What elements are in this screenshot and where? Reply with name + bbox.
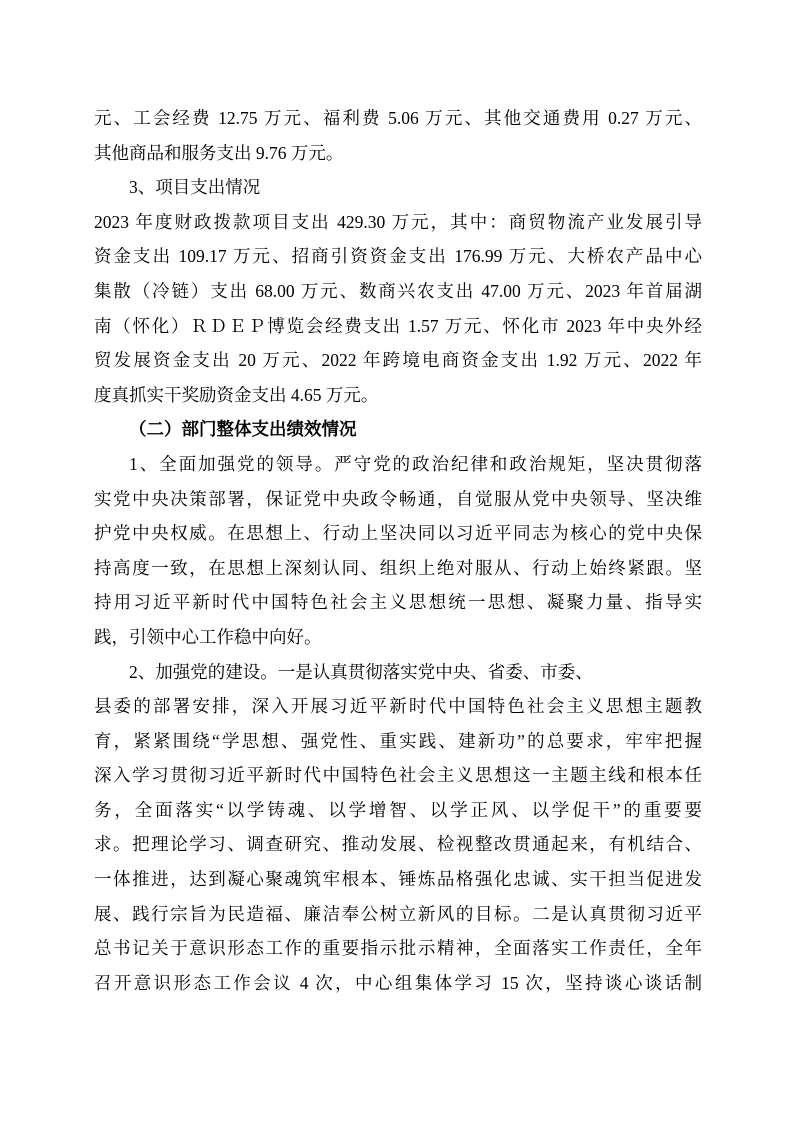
heading-project-expenditure-line-1: 3、项目支出情况 [129,177,261,198]
para-strengthen-party-building [94,655,702,1001]
para-strengthen-party-leadership-line-4: 持高度一致，在思想上深刻认同、组织上绝对服从、行动上始终紧跟。坚 [94,557,702,578]
para-strengthen-party-leadership-line-1: 1、全面加强党的领导。严守党的政治纪律和政治规矩，坚决贯彻落 [129,453,702,474]
para-strengthen-party-building-line-1: 2、加强党的建设。一是认真贯彻落实党中央、省委、市委、 [129,661,593,682]
para-daily-expenditure-continued-line-1: 元、工会经费 12.75 万元、福利费 5.06 万元、其他交通费用 0.27 万元、 [94,108,702,128]
para-strengthen-party-building-line-3: 育，紧紧围绕“学思想、强党性、重实践、建新功”的总要求，牢牢把握 [94,730,702,751]
para-strengthen-party-building-line-7: 一体推进，达到凝心聚魂筑牢根本、锤炼品格强化忠诚、实干担当促进发 [94,869,702,890]
para-strengthen-party-leadership-line-2: 实党中央决策部署，保证党中央政令畅通，自觉服从党中央领导、坚决维 [94,488,702,509]
para-strengthen-party-building-line-4: 深入学习贯彻习近平新时代中国特色社会主义思想这一主题主线和根本任 [94,765,702,786]
para-daily-expenditure-continued [94,101,702,170]
para-strengthen-party-building-line-6: 求。把理论学习、调查研究、推动发展、检视整改贯通起来，有机结合、 [94,834,702,855]
para-project-expenditure-detail-line-1: 2023 年度财政拨款项目支出 429.30 万元，其中：商贸物流产业发展引导 [94,211,702,232]
para-strengthen-party-leadership-line-5: 持用习近平新时代中国特色社会主义思想统一思想、凝聚力量、指导实 [94,592,702,613]
para-strengthen-party-leadership [94,447,702,655]
para-strengthen-party-building-line-8: 展、践行宗旨为民造福、廉洁奉公树立新风的目标。二是认真贯彻习近平 [94,903,702,924]
para-strengthen-party-building-line-2: 县委的部署安排，深入开展习近平新时代中国特色社会主义思想主题教 [94,696,702,717]
para-project-expenditure-detail-line-3: 集散（冷链）支出 68.00 万元、数商兴农支出 47.00 万元、2023 年首届湖 [94,280,702,301]
heading-overall-expenditure-performance [94,412,702,447]
para-project-expenditure-detail-line-2: 资金支出 109.17 万元、招商引资资金支出 176.99 万元、大桥农产品中心 [94,246,702,267]
para-strengthen-party-building-line-9: 总书记关于意识形态工作的重要指示批示精神，全面落实工作责任，全年 [94,938,702,959]
para-project-expenditure-detail [94,205,702,413]
para-project-expenditure-detail-line-6: 度真抓实干奖励资金支出 4.65 万元。 [94,384,379,405]
heading-overall-expenditure-performance-line-1: （二）部门整体支出绩效情况 [129,419,357,440]
document-content [94,101,702,1000]
para-project-expenditure-detail-line-4: 南（怀化）ＲＤＥＰ博览会经费支出 1.57 万元、怀化市 2023 年中央外经 [94,315,702,336]
para-strengthen-party-building-line-10: 召开意识形态工作会议 4 次，中心组集体学习 15 次，坚持谈心谈话制 [94,972,702,993]
para-daily-expenditure-continued-line-2: 其他商品和服务支出 9.76 万元。 [94,142,344,163]
para-strengthen-party-leadership-line-6: 践，引领中心工作稳中向好。 [94,626,322,647]
para-project-expenditure-detail-line-5: 贸发展资金支出 20 万元、2022 年跨境电商资金支出 1.92 万元、2022 年 [94,350,702,371]
para-strengthen-party-leadership-line-3: 护党中央权威。在思想上、行动上坚决同以习近平同志为核心的党中央保 [94,523,702,544]
para-strengthen-party-building-line-5: 务，全面落实“以学铸魂、以学增智、以学正风、以学促干”的重要要 [94,799,702,820]
heading-project-expenditure [94,170,702,205]
